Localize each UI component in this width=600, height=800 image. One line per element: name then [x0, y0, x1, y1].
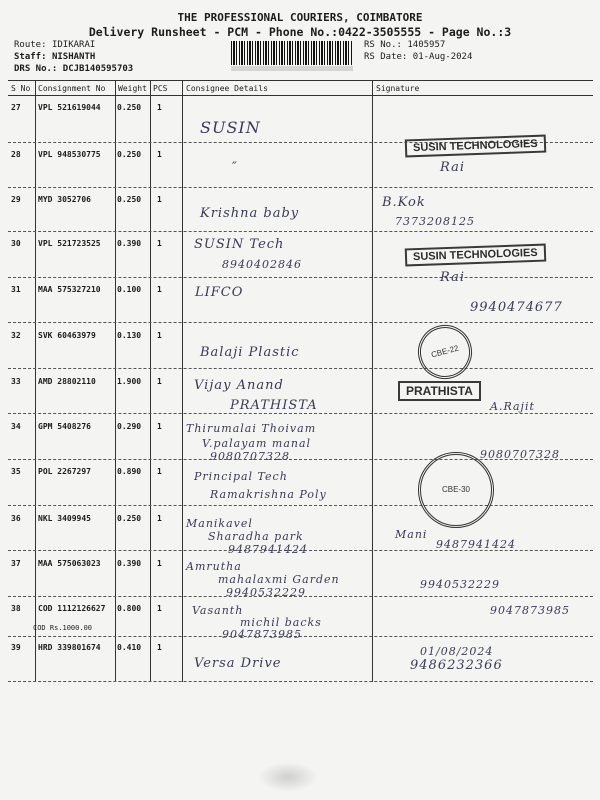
rs-date-line [364, 52, 472, 62]
row-pcs: 1 [157, 514, 162, 523]
row-separator [8, 322, 593, 323]
row-separator [8, 681, 593, 682]
row-consignment: MAA 575327210 [38, 285, 101, 294]
table-top-border [8, 80, 593, 81]
handwritten-consignee: ″ [232, 160, 238, 175]
rs-no-value: 1405957 [407, 40, 446, 50]
handwritten-consignee: Thirumalai Thoivam [186, 422, 317, 435]
company-stamp: SUSIN TECHNOLOGIES [405, 135, 546, 158]
row-weight: 0.390 [117, 239, 142, 248]
runsheet-title: Delivery Runsheet - PCM - Phone No.:0422-3505555 - Page No.:3 [88, 25, 512, 39]
company-stamp: SUSIN TECHNOLOGIES [405, 244, 546, 267]
handwritten-consignee: SUSIN Tech [194, 237, 285, 252]
row-sno: 27 [11, 103, 21, 112]
handwritten-consignee: Manikavel [186, 517, 253, 530]
row-pcs: 1 [157, 195, 162, 204]
handwritten-consignee: Vijay Anand [194, 378, 284, 393]
signature: B.Kok [382, 195, 426, 210]
row-separator [8, 413, 593, 414]
row-pcs: 1 [157, 103, 162, 112]
handwritten-consignee: michil backs [240, 616, 322, 629]
row-weight: 0.250 [117, 514, 142, 523]
row-pcs: 1 [157, 331, 162, 340]
row-consignment: SVK 60463979 [38, 331, 96, 340]
handwritten-consignee: 8940402846 [222, 258, 302, 271]
col-divider [115, 80, 116, 682]
handwritten-consignee: V.palayam manal [202, 437, 312, 450]
row-weight: 0.800 [117, 604, 142, 613]
handwritten-consignee: 9487941424 [228, 543, 308, 556]
row-sno: 35 [11, 467, 21, 476]
header-bottom-border [8, 95, 593, 96]
row-sno: 37 [11, 559, 21, 568]
barcode [231, 41, 353, 65]
row-consignment: COD 1112126627 [38, 604, 106, 613]
rs-no-line [364, 40, 445, 50]
drs-label: DRS No.: [14, 64, 58, 74]
col-divider [35, 80, 36, 682]
handwritten-consignee: SUSIN [200, 118, 261, 137]
row-pcs: 1 [157, 377, 162, 386]
handwritten-consignee: Balaji Plastic [200, 345, 300, 360]
row-weight: 0.890 [117, 467, 142, 476]
col-divider [372, 80, 373, 682]
handwritten-consignee: Amrutha [186, 560, 242, 573]
handwritten-consignee: LIFCO [195, 285, 244, 300]
company-stamp: PRATHISTA [398, 381, 481, 401]
row-pcs: 1 [157, 559, 162, 568]
row-sno: 30 [11, 239, 21, 248]
row-weight: 0.390 [117, 559, 142, 568]
row-sno: 32 [11, 331, 21, 340]
handwritten-consignee: Krishna baby [200, 206, 300, 221]
row-pcs: 1 [157, 604, 162, 613]
rs-no-label: RS No.: [364, 40, 402, 50]
signature: A.Rajit [490, 400, 535, 413]
signature-phone: 9487941424 [436, 538, 516, 551]
row-pcs: 1 [157, 643, 162, 652]
handwritten-consignee: mahalaxmi Garden [218, 573, 340, 586]
row-consignment: VPL 948530775 [38, 150, 101, 159]
row-consignment: VPL 521723525 [38, 239, 101, 248]
route-label: Route: [14, 40, 47, 50]
smudge-mark [258, 762, 318, 792]
rs-date-label: RS Date: [364, 52, 408, 62]
col-consignment: Consignment No [38, 84, 106, 93]
round-stamp: CBE-30 [418, 452, 494, 528]
col-weight: Weight [118, 84, 147, 93]
signature: Rai [440, 160, 465, 175]
row-weight: 0.250 [117, 150, 142, 159]
col-divider [150, 80, 151, 682]
row-weight: 0.100 [117, 285, 142, 294]
staff-line [14, 52, 95, 62]
row-sno: 34 [11, 422, 21, 431]
row-weight: 0.130 [117, 331, 142, 340]
rs-date-value: 01-Aug-2024 [412, 52, 473, 62]
row-consignment: VPL 521619044 [38, 103, 101, 112]
row-pcs: 1 [157, 467, 162, 476]
row-weight: 0.410 [117, 643, 142, 652]
route-value: IDIKARAI [51, 40, 96, 50]
row-sno: 38 [11, 604, 21, 613]
row-sno: 28 [11, 150, 21, 159]
signature-phone: 9080707328 [480, 448, 560, 461]
row-consignment: MAA 575063023 [38, 559, 101, 568]
handwritten-consignee: Sharadha park [208, 530, 304, 543]
row-separator [8, 231, 593, 232]
row-sno: 29 [11, 195, 21, 204]
staff-label: Staff: [14, 52, 47, 62]
signature-phone: 9486232366 [410, 658, 503, 673]
col-pcs: PCS [153, 84, 168, 93]
handwritten-consignee: PRATHISTA [230, 398, 318, 413]
row-separator [8, 187, 593, 188]
col-consignee: Consignee Details [186, 84, 268, 93]
row-pcs: 1 [157, 422, 162, 431]
row-weight: 1.900 [117, 377, 142, 386]
row-sno: 36 [11, 514, 21, 523]
signature: Mani [395, 528, 428, 541]
row-pcs: 1 [157, 239, 162, 248]
row-consignment: MYD 3052706 [38, 195, 91, 204]
row-consignment: HRD 339801674 [38, 643, 101, 652]
drs-line [14, 64, 133, 74]
signature-phone: 9940532229 [420, 578, 500, 591]
row-pcs: 1 [157, 285, 162, 294]
handwritten-consignee: 9080707328 [210, 450, 290, 463]
handwritten-consignee: 9940532229 [226, 586, 306, 599]
row-sno: 39 [11, 643, 21, 652]
drs-value: DCJB140595703 [62, 64, 134, 74]
col-divider [182, 80, 183, 682]
staff-value: NISHANTH [51, 52, 96, 62]
handwritten-consignee: Ramakrishna Poly [210, 488, 327, 501]
signature-date: 01/08/2024 [420, 645, 494, 658]
row-separator [8, 277, 593, 278]
round-stamp: CBE-22 [412, 319, 478, 385]
company-title: THE PROFESSIONAL COURIERS, COIMBATORE [177, 11, 423, 24]
row-weight: 0.290 [117, 422, 142, 431]
row-sno: 31 [11, 285, 21, 294]
row-weight: 0.250 [117, 103, 142, 112]
signature-phone: 9047873985 [490, 604, 570, 617]
row-separator [8, 368, 593, 369]
row-consignment: NKL 3409945 [38, 514, 91, 523]
route-line [14, 40, 95, 50]
row-separator [8, 505, 593, 506]
handwritten-consignee: Versa Drive [194, 656, 282, 671]
row-pcs: 1 [157, 150, 162, 159]
row-weight: 0.250 [117, 195, 142, 204]
row-consignment: AMD 28802110 [38, 377, 96, 386]
signature: Rai [440, 270, 465, 285]
row-consignment: GPM 5408276 [38, 422, 91, 431]
row-consignment: POL 2267297 [38, 467, 91, 476]
handwritten-consignee: Vasanth [192, 604, 244, 617]
cod-amount: COD Rs.1000.00 [33, 624, 93, 632]
barcode-shadow [231, 66, 353, 71]
col-signature: Signature [376, 84, 420, 93]
row-sno: 33 [11, 377, 21, 386]
handwritten-consignee: Principal Tech [194, 470, 288, 483]
col-sno: S No [11, 84, 31, 93]
signature-phone: 7373208125 [395, 215, 475, 228]
signature-phone: 9940474677 [470, 300, 563, 315]
handwritten-consignee: 9047873985 [222, 628, 302, 641]
